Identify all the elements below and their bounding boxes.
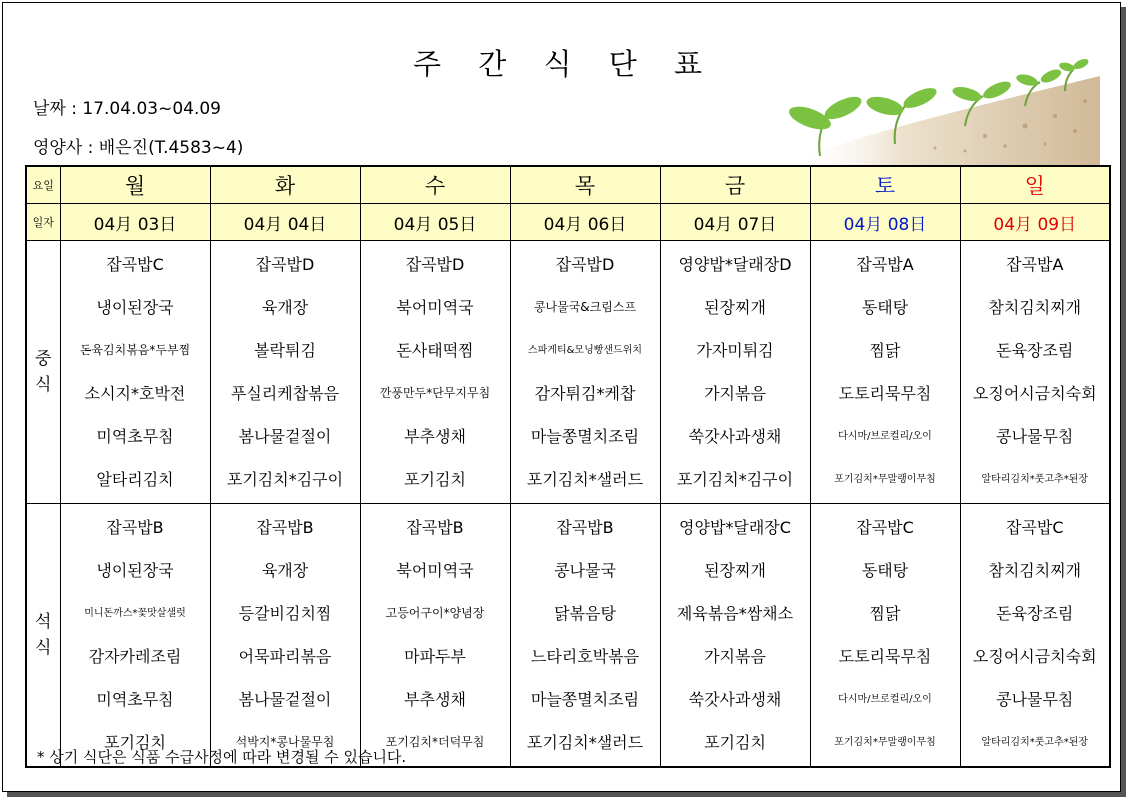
date-wed: 04月 05日 (360, 204, 510, 241)
menu-cell (360, 241, 510, 504)
menu-item: 봄나물겉절이 (238, 427, 332, 446)
day-header-row (26, 166, 1110, 204)
menu-item: 포기김치 (404, 470, 466, 489)
menu-item: 포기김치 (704, 733, 766, 752)
menu-item: 잡곡밥B (106, 518, 164, 537)
menu-item: 포기김치*김구이 (226, 470, 344, 489)
day-tue: 화 (210, 166, 360, 204)
menu-item: 포기김치*무말랭이무침 (834, 474, 936, 485)
meal-label: 석 식 (26, 504, 60, 768)
menu-item: 찜닭 (869, 604, 901, 623)
menu-cell (510, 241, 660, 504)
menu-item: 포기김치*무말랭이무침 (834, 737, 936, 748)
day-row-label: 요일 (26, 166, 60, 204)
date-thu: 04月 06日 (510, 204, 660, 241)
meal-label: 중 식 (26, 241, 60, 504)
menu-item: 깐풍만두*단무지무침 (379, 386, 491, 400)
menu-item: 고등어구이*양념장 (385, 606, 485, 620)
menu-item: 영양밥*달래장D (678, 255, 792, 274)
day-thu: 목 (510, 166, 660, 204)
menu-item: 포기김치*샐러드 (526, 733, 644, 752)
day-fri: 금 (660, 166, 810, 204)
day-wed: 수 (360, 166, 510, 204)
menu-item: 포기김치*더덕무침 (385, 735, 485, 749)
menu-item: 잡곡밥C (1005, 518, 1064, 537)
menu-cell (60, 504, 210, 768)
menu-item: 쑥갓사과생채 (688, 427, 782, 446)
menu-item: 북어미역국 (396, 561, 474, 580)
menu-item: 오징어시금치숙회 (972, 647, 1097, 666)
menu-item: 등갈비김치찜 (238, 604, 332, 623)
menu-item: 콩나물무침 (996, 427, 1074, 446)
footnote: * 상기 식단은 식품 수급사정에 따라 변경될 수 있습니다. (37, 748, 407, 766)
menu-item: 어묵파리볶음 (238, 647, 332, 666)
menu-item: 스파게티&모닝빵샌드위치 (527, 345, 643, 356)
menu-item: 잡곡밥D (405, 255, 465, 274)
menu-item: 가지볶음 (704, 384, 766, 403)
menu-cell (810, 241, 960, 504)
date-range: 날짜 : 17.04.03~04.09 (33, 99, 221, 119)
menu-cell (210, 504, 360, 768)
menu-item: 도토리묵무침 (838, 384, 932, 403)
dietitian-info: 영양사 : 배은진(T.4583~4) (33, 138, 244, 158)
menu-item: 부추생채 (404, 427, 466, 446)
menu-cell (60, 241, 210, 504)
menu-cell (660, 504, 810, 768)
date-row-label: 일자 (26, 204, 60, 241)
menu-item: 쑥갓사과생채 (688, 690, 782, 709)
menu-cell (660, 241, 810, 504)
day-mon: 월 (60, 166, 210, 204)
menu-item: 감자튀김*케찹 (534, 384, 636, 403)
menu-item: 포기김치*샐러드 (526, 470, 644, 489)
menu-item: 잡곡밥C (106, 255, 164, 274)
menu-item: 육개장 (261, 561, 309, 580)
menu-item: 참치김치찌개 (988, 561, 1082, 580)
menu-item: 알타리김치 (96, 470, 174, 489)
menu-item: 부추생채 (404, 690, 466, 709)
menu-cell (810, 504, 960, 768)
menu-item: 냉이된장국 (96, 298, 174, 317)
page-title: 주 간 식 단 표 (413, 47, 716, 81)
menu-item: 봄나물겉절이 (238, 690, 332, 709)
menu-cell (210, 241, 360, 504)
menu-item: 마파두부 (404, 647, 466, 666)
menu-cell (960, 241, 1110, 504)
menu-item: 돈육장조림 (996, 341, 1074, 360)
menu-item: 육개장 (261, 298, 309, 317)
day-sat: 토 (810, 166, 960, 204)
menu-item: 잡곡밥B (556, 518, 614, 537)
menu-cell (360, 504, 510, 768)
menu-item: 마늘쫑멸치조림 (530, 690, 640, 709)
menu-item: 콩나물국 (554, 561, 616, 580)
menu-item: 포기김치 (104, 733, 166, 752)
menu-item: 잡곡밥D (255, 255, 315, 274)
menu-item: 도토리묵무침 (838, 647, 932, 666)
menu-item: 알타리김치*풋고추*된장 (981, 737, 1089, 748)
menu-item: 된장찌개 (704, 298, 766, 317)
date-sun: 04月 09日 (960, 204, 1110, 241)
menu-item: 동태탕 (861, 561, 909, 580)
menu-item: 잡곡밥C (856, 518, 914, 537)
menu-item: 돈육김치볶음*두부찜 (79, 343, 191, 357)
menu-item: 소시지*호박전 (84, 384, 186, 403)
menu-item: 다시마/브로컬리/오이 (838, 694, 932, 705)
menu-item: 냉이된장국 (96, 561, 174, 580)
menu-item: 동태탕 (861, 298, 909, 317)
menu-item: 미역초무침 (96, 427, 174, 446)
menu-item: 오징어시금치숙회 (972, 384, 1097, 403)
menu-item: 제육볶음*쌈채소 (676, 604, 794, 623)
menu-item: 북어미역국 (396, 298, 474, 317)
menu-item: 잡곡밥B (406, 518, 464, 537)
lunch-row (26, 241, 1110, 504)
menu-item: 콩나물국&크림스프 (533, 300, 637, 314)
menu-item: 포기김치*김구이 (676, 470, 794, 489)
menu-item: 다시마/브로컬리/오이 (838, 431, 932, 442)
date-sat: 04月 08日 (810, 204, 960, 241)
menu-item: 미니돈까스*꽃맛살샐럿 (84, 608, 186, 619)
menu-item: 느타리호박볶음 (530, 647, 640, 666)
date-header-row (26, 204, 1110, 241)
menu-item: 콩나물무침 (996, 690, 1074, 709)
dinner-row (26, 504, 1110, 768)
menu-item: 가지볶음 (704, 647, 766, 666)
menu-cell (510, 504, 660, 768)
sprout-illustration (735, 56, 1100, 166)
menu-item: 찜닭 (869, 341, 901, 360)
menu-item: 참치김치찌개 (988, 298, 1082, 317)
date-fri: 04月 07日 (660, 204, 810, 241)
menu-item: 감자카레조림 (88, 647, 182, 666)
menu-item: 된장찌개 (704, 561, 766, 580)
menu-cell (960, 504, 1110, 768)
menu-item: 푸실리케찹볶음 (230, 384, 340, 403)
menu-item: 석박지*콩나물무침 (235, 735, 335, 749)
menu-item: 미역초무침 (96, 690, 174, 709)
date-mon: 04月 03日 (60, 204, 210, 241)
menu-item: 잡곡밥B (256, 518, 314, 537)
menu-item: 영양밥*달래장C (679, 518, 791, 537)
menu-item: 마늘쫑멸치조림 (530, 427, 640, 446)
menu-item: 닭볶음탕 (554, 604, 616, 623)
menu-item: 알타리김치*풋고추*된장 (981, 474, 1089, 485)
menu-item: 돈육장조림 (996, 604, 1074, 623)
date-tue: 04月 04日 (210, 204, 360, 241)
menu-item: 가자미튀김 (696, 341, 774, 360)
menu-item: 잡곡밥D (555, 255, 615, 274)
weekly-menu-table (25, 165, 1111, 768)
menu-item: 돈사태떡찜 (396, 341, 474, 360)
menu-item: 잡곡밥A (856, 255, 914, 274)
menu-item: 볼락튀김 (254, 341, 316, 360)
day-sun: 일 (960, 166, 1110, 204)
menu-item: 잡곡밥A (1006, 255, 1064, 274)
